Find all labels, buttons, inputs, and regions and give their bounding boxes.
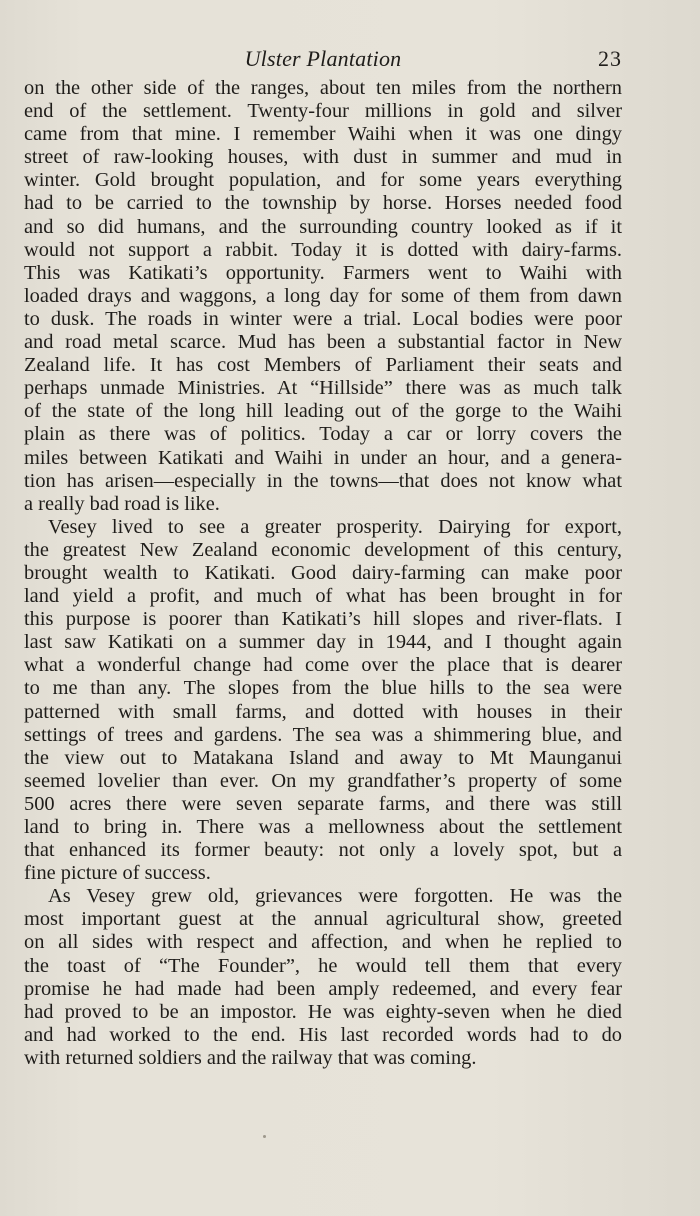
text-line: tion has arisen—especially in the towns—that does not know what: [24, 469, 622, 492]
running-title: Ulster Plantation: [244, 46, 402, 71]
text-block: [24, 77, 622, 1070]
text-line: As Vesey grew old, grievances were forgotten. He was the: [48, 885, 622, 908]
text-line: promise he had made had been amply redeemed, and every fear: [24, 977, 622, 1000]
page-number: 23: [598, 46, 622, 71]
text-line: land yield a profit, and much of what has been brought in for: [24, 585, 622, 608]
text-line: the view out to Matakana Island and away to Mt Maunganui: [24, 746, 622, 769]
text-line: Vesey lived to see a greater prosperity. Dairying for export,: [48, 515, 622, 538]
text-line: end of the settlement. Twenty-four millions in gold and silver: [24, 100, 622, 123]
text-line: on all sides with respect and affection, and when he replied to: [24, 931, 622, 954]
text-line: the toast of “The Founder”, he would tell them that every: [24, 954, 622, 977]
text-line: came from that mine. I remember Waihi when it was one dingy: [24, 123, 622, 146]
text-line: settings of trees and gardens. The sea was a shimmering blue, and: [24, 723, 622, 746]
text-line: 500 acres there were seven separate farms, and there was still: [24, 792, 622, 815]
text-line: fine picture of success.: [24, 862, 211, 885]
text-line: and road metal scarce. Mud has been a substantial factor in New: [24, 331, 622, 354]
text-line: Zealand life. It has cost Members of Parliament their seats and: [24, 354, 622, 377]
text-line: patterned with small farms, and dotted with houses in their: [24, 700, 622, 723]
text-line: on the other side of the ranges, about ten miles from the northern: [24, 77, 622, 99]
text-line: that enhanced its former beauty: not only a lovely spot, but a: [24, 839, 622, 862]
text-line: would not support a rabbit. Today it is dotted with dairy-farms.: [24, 238, 622, 261]
text-line: most important guest at the annual agricultural show, greeted: [24, 908, 622, 931]
text-line: to me than any. The slopes from the blue hills to the sea were: [24, 677, 622, 700]
text-line: the greatest New Zealand economic development of this century,: [24, 538, 622, 561]
text-line: miles between Katikati and Waihi in under an hour, and a genera-: [24, 446, 622, 469]
text-line: and had worked to the end. His last recorded words had to do: [24, 1023, 622, 1046]
text-line: had to be carried to the township by horse. Horses needed food: [24, 192, 622, 215]
text-line: street of raw-looking houses, with dust in summer and mud in: [24, 146, 622, 169]
text-line: This was Katikati’s opportunity. Farmers went to Waihi with: [24, 261, 622, 284]
text-line: of the state of the long hill leading out of the gorge to the Waihi: [24, 400, 622, 423]
text-line: a really bad road is like.: [24, 492, 220, 515]
text-line: what a wonderful change had come over the place that is dearer: [24, 654, 622, 677]
text-line: land to bring in. There was a mellowness about the settlement: [24, 816, 622, 838]
text-line: seemed lovelier than ever. On my grandfather’s property of some: [24, 769, 622, 792]
text-line: this purpose is poorer than Katikati’s hill slopes and river-flats. I: [24, 608, 622, 631]
running-head: [24, 44, 622, 74]
text-line: to dusk. The roads in winter were a trial. Local bodies were poor: [24, 307, 622, 330]
text-line: brought wealth to Katikati. Good dairy-farming can make poor: [24, 561, 622, 584]
text-line: and so did humans, and the surrounding country looked as if it: [24, 215, 622, 238]
text-line: perhaps unmade Ministries. At “Hillside” there was as much talk: [24, 377, 622, 400]
text-line: plain as there was of politics. Today a car or lorry covers the: [24, 423, 622, 446]
paper-speck: [263, 1135, 266, 1138]
text-line: had proved to be an impostor. He was eighty-seven when he died: [24, 1000, 622, 1023]
text-line: with returned soldiers and the railway that was coming.: [24, 1046, 477, 1069]
text-line: loaded drays and waggons, a long day for some of them from dawn: [24, 284, 622, 307]
text-line: last saw Katikati on a summer day in 1944, and I thought again: [24, 631, 622, 654]
text-line: winter. Gold brought population, and for some years everything: [24, 169, 622, 192]
